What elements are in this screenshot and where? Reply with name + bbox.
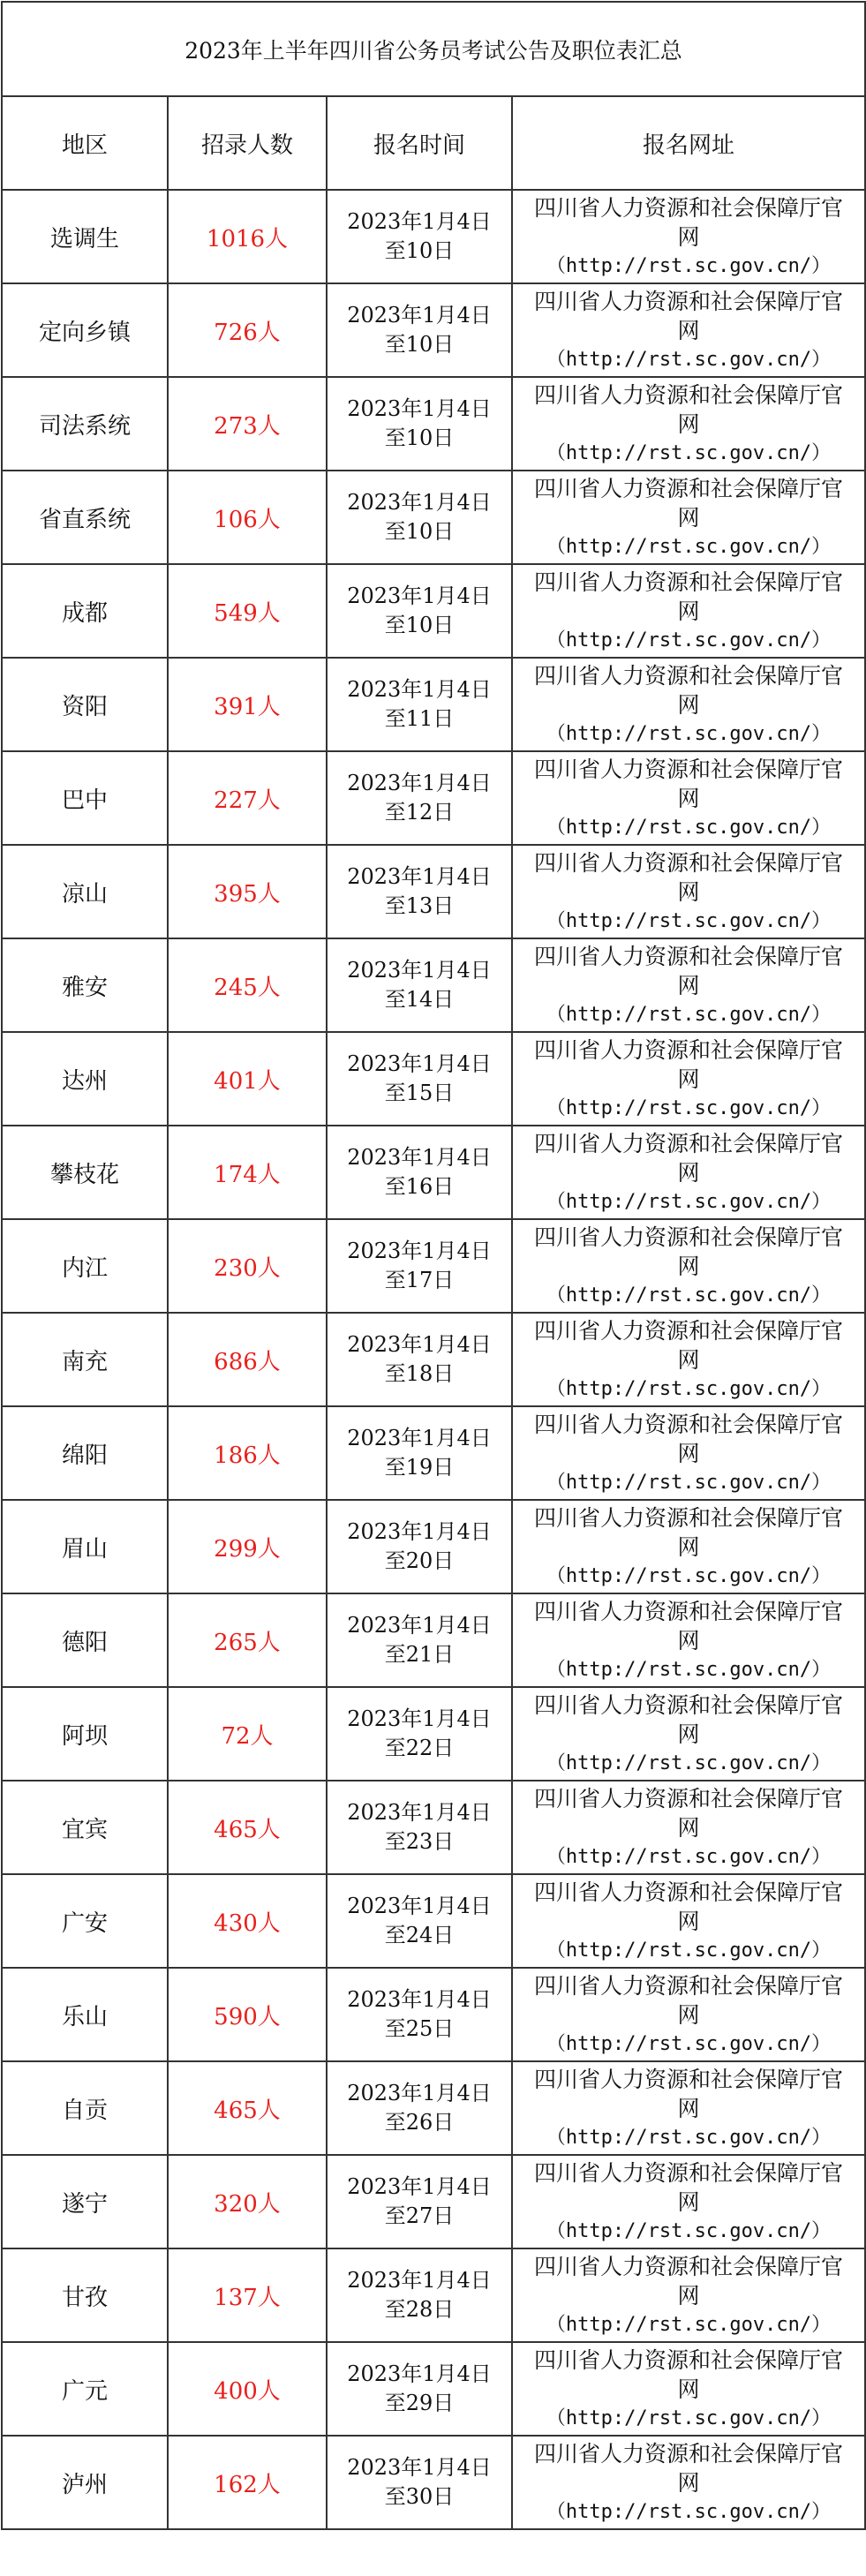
site-name-line2: 网: [677, 1440, 700, 1466]
site-name-line1: 四川省人力资源和社会保障厅官: [533, 662, 843, 689]
count-cell: 186人: [168, 1406, 327, 1500]
site-name-line2: 网: [677, 223, 700, 250]
period-cell: [327, 1313, 512, 1406]
period-cell: [327, 751, 512, 845]
site-name-line1: 四川省人力资源和社会保障厅官: [533, 1504, 843, 1531]
period-cell: [327, 377, 512, 471]
header-site: 报名网址: [512, 96, 865, 190]
site-cell: [512, 283, 865, 377]
period-end: 至18日: [384, 1361, 455, 1386]
site-name-line1: 四川省人力资源和社会保障厅官: [533, 2440, 843, 2467]
period-cell: [327, 1968, 512, 2061]
site-name-line1: 四川省人力资源和社会保障厅官: [533, 1224, 843, 1250]
period-start: 2023年1月4日: [347, 958, 492, 983]
count-cell: 174人: [168, 1126, 327, 1219]
site-cell: [512, 1406, 865, 1500]
site-name-line1: 四川省人力资源和社会保障厅官: [533, 1317, 843, 1344]
site-url-link[interactable]: （http://rst.sc.gov.cn/）: [546, 1845, 832, 1868]
site-cell: [512, 564, 865, 658]
count-cell: 227人: [168, 751, 327, 845]
site-name-line2: 网: [677, 1721, 700, 1747]
site-name-line2: 网: [677, 1346, 700, 1373]
site-cell: [512, 1781, 865, 1874]
period-cell: [327, 471, 512, 564]
count-cell: 590人: [168, 1968, 327, 2061]
site-url-link[interactable]: （http://rst.sc.gov.cn/）: [546, 1471, 832, 1494]
site-name-line2: 网: [677, 2469, 700, 2496]
site-name-line2: 网: [677, 878, 700, 905]
period-start: 2023年1月4日: [347, 1519, 492, 1544]
region-cell: 绵阳: [2, 1406, 168, 1500]
period-cell: [327, 283, 512, 377]
count-cell: 391人: [168, 658, 327, 751]
site-name-line2: 网: [677, 785, 700, 811]
site-cell: [512, 1593, 865, 1687]
period-start: 2023年1月4日: [347, 1613, 492, 1638]
period-cell: [327, 564, 512, 658]
period-cell: [327, 2061, 512, 2155]
site-cell: [512, 2342, 865, 2436]
table-row: [2, 2436, 865, 2529]
table-row: [2, 283, 865, 377]
period-end: 至13日: [384, 893, 455, 918]
site-cell: [512, 1313, 865, 1406]
region-cell: 乐山: [2, 1968, 168, 2061]
period-cell: [327, 1593, 512, 1687]
period-start: 2023年1月4日: [347, 677, 492, 702]
period-end: 至20日: [384, 1548, 455, 1573]
site-cell: [512, 190, 865, 283]
site-url-link[interactable]: （http://rst.sc.gov.cn/）: [546, 1377, 832, 1400]
region-cell: 广安: [2, 1874, 168, 1968]
region-cell: 自贡: [2, 2061, 168, 2155]
period-end: 至28日: [384, 2297, 455, 2322]
site-name-line1: 四川省人力资源和社会保障厅官: [533, 1972, 843, 1999]
period-cell: [327, 1874, 512, 1968]
site-name-line1: 四川省人力资源和社会保障厅官: [533, 1598, 843, 1624]
count-cell: 465人: [168, 1781, 327, 1874]
region-cell: 凉山: [2, 845, 168, 938]
site-url-link[interactable]: （http://rst.sc.gov.cn/）: [546, 1939, 832, 1962]
site-cell: [512, 2061, 865, 2155]
period-cell: [327, 1500, 512, 1593]
table-row: [2, 1687, 865, 1781]
period-cell: [327, 1781, 512, 1874]
site-url-link[interactable]: （http://rst.sc.gov.cn/）: [546, 535, 832, 558]
region-cell: 巴中: [2, 751, 168, 845]
table-row: [2, 2155, 865, 2248]
site-name-line1: 四川省人力资源和社会保障厅官: [533, 1785, 843, 1811]
site-name-line1: 四川省人力资源和社会保障厅官: [533, 569, 843, 595]
site-cell: [512, 751, 865, 845]
period-cell: [327, 1126, 512, 1219]
site-name-line2: 网: [677, 1908, 700, 1934]
period-end: 至29日: [384, 2391, 455, 2415]
period-start: 2023年1月4日: [347, 864, 492, 889]
region-cell: 成都: [2, 564, 168, 658]
table-row: [2, 658, 865, 751]
site-url-link[interactable]: （http://rst.sc.gov.cn/）: [546, 2313, 832, 2336]
site-name-line2: 网: [677, 411, 700, 437]
site-name-line2: 网: [677, 2001, 700, 2028]
period-start: 2023年1月4日: [347, 1332, 492, 1357]
table-row: [2, 1219, 865, 1313]
table-row: [2, 564, 865, 658]
count-cell: 72人: [168, 1687, 327, 1781]
table-row: [2, 751, 865, 845]
count-cell: 430人: [168, 1874, 327, 1968]
region-cell: 攀枝花: [2, 1126, 168, 1219]
site-name-line2: 网: [677, 2188, 700, 2215]
site-name-line1: 四川省人力资源和社会保障厅官: [533, 2346, 843, 2373]
site-cell: [512, 1126, 865, 1219]
site-url-link[interactable]: （http://rst.sc.gov.cn/）: [546, 254, 832, 277]
table-row: [2, 1032, 865, 1126]
site-cell: [512, 2248, 865, 2342]
period-end: 至10日: [384, 519, 455, 544]
site-url-link[interactable]: （http://rst.sc.gov.cn/）: [546, 2407, 832, 2429]
period-start: 2023年1月4日: [347, 2174, 492, 2199]
site-name-line2: 网: [677, 691, 700, 718]
region-cell: 宜宾: [2, 1781, 168, 1874]
period-cell: [327, 1032, 512, 1126]
site-name-line1: 四川省人力资源和社会保障厅官: [533, 756, 843, 782]
period-start: 2023年1月4日: [347, 1987, 492, 2012]
site-url-link[interactable]: （http://rst.sc.gov.cn/）: [546, 1564, 832, 1587]
region-cell: 雅安: [2, 938, 168, 1032]
period-cell: [327, 1687, 512, 1781]
period-end: 至22日: [384, 1736, 455, 1760]
site-name-line1: 四川省人力资源和社会保障厅官: [533, 1036, 843, 1063]
site-name-line1: 四川省人力资源和社会保障厅官: [533, 288, 843, 314]
header-count: 招录人数: [168, 96, 327, 190]
count-cell: 465人: [168, 2061, 327, 2155]
site-cell: [512, 658, 865, 751]
site-name-line1: 四川省人力资源和社会保障厅官: [533, 1411, 843, 1437]
site-name-line2: 网: [677, 598, 700, 624]
site-name-line2: 网: [677, 317, 700, 343]
table-row: [2, 2248, 865, 2342]
count-cell: 400人: [168, 2342, 327, 2436]
site-name-line2: 网: [677, 2376, 700, 2402]
site-cell: [512, 1968, 865, 2061]
site-name-line1: 四川省人力资源和社会保障厅官: [533, 2253, 843, 2279]
title-row: [2, 2, 865, 96]
site-cell: [512, 938, 865, 1032]
site-name-line1: 四川省人力资源和社会保障厅官: [533, 2066, 843, 2092]
period-cell: [327, 845, 512, 938]
period-cell: [327, 2155, 512, 2248]
site-url-link[interactable]: （http://rst.sc.gov.cn/）: [546, 1284, 832, 1307]
period-start: 2023年1月4日: [347, 1051, 492, 1076]
header-period: 报名时间: [327, 96, 512, 190]
period-start: 2023年1月4日: [347, 396, 492, 421]
site-url-link[interactable]: （http://rst.sc.gov.cn/）: [546, 722, 832, 745]
site-url-link[interactable]: （http://rst.sc.gov.cn/）: [546, 441, 832, 464]
period-start: 2023年1月4日: [347, 490, 492, 515]
period-start: 2023年1月4日: [347, 1894, 492, 1918]
period-cell: [327, 1219, 512, 1313]
site-cell: [512, 1874, 865, 1968]
table-row: [2, 1593, 865, 1687]
table-row: [2, 1126, 865, 1219]
site-cell: [512, 1500, 865, 1593]
site-url-link[interactable]: （http://rst.sc.gov.cn/）: [546, 909, 832, 932]
period-end: 至15日: [384, 1081, 455, 1105]
exam-summary-table: [1, 1, 866, 2530]
period-end: 至24日: [384, 1923, 455, 1947]
site-url-link[interactable]: （http://rst.sc.gov.cn/）: [546, 1096, 832, 1119]
table-row: [2, 1874, 865, 1968]
region-cell: 遂宁: [2, 2155, 168, 2248]
period-end: 至27日: [384, 2203, 455, 2228]
site-url-link[interactable]: （http://rst.sc.gov.cn/）: [546, 1658, 832, 1681]
table-row: [2, 377, 865, 471]
table-row: [2, 1313, 865, 1406]
period-end: 至26日: [384, 2110, 455, 2135]
region-cell: 泸州: [2, 2436, 168, 2529]
table-row: [2, 1968, 865, 2061]
region-cell: 眉山: [2, 1500, 168, 1593]
count-cell: 106人: [168, 471, 327, 564]
period-cell: [327, 1406, 512, 1500]
site-url-link[interactable]: （http://rst.sc.gov.cn/）: [546, 1003, 832, 1026]
count-cell: 401人: [168, 1032, 327, 1126]
region-cell: 司法系统: [2, 377, 168, 471]
site-url-link[interactable]: （http://rst.sc.gov.cn/）: [546, 2219, 832, 2242]
region-cell: 省直系统: [2, 471, 168, 564]
count-cell: 549人: [168, 564, 327, 658]
table-title: 2023年上半年四川省公务员考试公告及职位表汇总: [2, 2, 865, 96]
site-name-line2: 网: [677, 504, 700, 531]
site-name-line2: 网: [677, 1159, 700, 1186]
period-start: 2023年1月4日: [347, 1800, 492, 1825]
site-url-link[interactable]: （http://rst.sc.gov.cn/）: [546, 1751, 832, 1774]
count-cell: 137人: [168, 2248, 327, 2342]
period-end: 至21日: [384, 1642, 455, 1667]
period-start: 2023年1月4日: [347, 303, 492, 328]
site-name-line1: 四川省人力资源和社会保障厅官: [533, 475, 843, 501]
count-cell: 265人: [168, 1593, 327, 1687]
period-start: 2023年1月4日: [347, 1426, 492, 1450]
period-cell: [327, 2436, 512, 2529]
period-cell: [327, 2248, 512, 2342]
site-name-line1: 四川省人力资源和社会保障厅官: [533, 849, 843, 876]
count-cell: 162人: [168, 2436, 327, 2529]
site-cell: [512, 845, 865, 938]
period-start: 2023年1月4日: [347, 1706, 492, 1731]
site-url-link[interactable]: （http://rst.sc.gov.cn/）: [546, 2500, 832, 2523]
site-name-line1: 四川省人力资源和社会保障厅官: [533, 1691, 843, 1718]
period-start: 2023年1月4日: [347, 584, 492, 608]
site-name-line2: 网: [677, 1533, 700, 1560]
table-row: [2, 471, 865, 564]
site-url-link[interactable]: （http://rst.sc.gov.cn/）: [546, 629, 832, 652]
region-cell: 德阳: [2, 1593, 168, 1687]
period-start: 2023年1月4日: [347, 2081, 492, 2105]
count-cell: 299人: [168, 1500, 327, 1593]
site-name-line1: 四川省人力资源和社会保障厅官: [533, 381, 843, 408]
site-url-link[interactable]: （http://rst.sc.gov.cn/）: [546, 2126, 832, 2149]
region-cell: 甘孜: [2, 2248, 168, 2342]
count-cell: 726人: [168, 283, 327, 377]
period-cell: [327, 2342, 512, 2436]
table-row: [2, 938, 865, 1032]
count-cell: 320人: [168, 2155, 327, 2248]
site-url-link[interactable]: （http://rst.sc.gov.cn/）: [546, 1190, 832, 1213]
site-name-line1: 四川省人力资源和社会保障厅官: [533, 943, 843, 969]
region-cell: 达州: [2, 1032, 168, 1126]
site-url-link[interactable]: （http://rst.sc.gov.cn/）: [546, 2032, 832, 2055]
period-start: 2023年1月4日: [347, 1239, 492, 1263]
count-cell: 230人: [168, 1219, 327, 1313]
table-row: [2, 845, 865, 938]
period-start: 2023年1月4日: [347, 2268, 492, 2293]
period-end: 至11日: [384, 706, 455, 731]
table-row: [2, 1500, 865, 1593]
period-end: 至10日: [384, 238, 455, 263]
site-cell: [512, 1687, 865, 1781]
period-end: 至10日: [384, 426, 455, 450]
period-end: 至17日: [384, 1268, 455, 1292]
site-cell: [512, 2155, 865, 2248]
period-end: 至16日: [384, 1174, 455, 1199]
count-cell: 1016人: [168, 190, 327, 283]
count-cell: 395人: [168, 845, 327, 938]
period-cell: [327, 190, 512, 283]
site-name-line2: 网: [677, 1627, 700, 1653]
site-url-link[interactable]: （http://rst.sc.gov.cn/）: [546, 816, 832, 839]
site-cell: [512, 471, 865, 564]
period-end: 至19日: [384, 1455, 455, 1480]
period-end: 至10日: [384, 613, 455, 637]
table-row: [2, 2061, 865, 2155]
count-cell: 686人: [168, 1313, 327, 1406]
region-cell: 选调生: [2, 190, 168, 283]
site-name-line1: 四川省人力资源和社会保障厅官: [533, 194, 843, 221]
period-start: 2023年1月4日: [347, 2455, 492, 2480]
region-cell: 广元: [2, 2342, 168, 2436]
site-name-line2: 网: [677, 1066, 700, 1092]
period-cell: [327, 658, 512, 751]
period-start: 2023年1月4日: [347, 771, 492, 795]
region-cell: 资阳: [2, 658, 168, 751]
header-region: 地区: [2, 96, 168, 190]
table-row: [2, 1781, 865, 1874]
header-row: [2, 96, 865, 190]
count-cell: 245人: [168, 938, 327, 1032]
site-cell: [512, 2436, 865, 2529]
site-cell: [512, 1219, 865, 1313]
period-end: 至14日: [384, 987, 455, 1012]
site-name-line2: 网: [677, 1814, 700, 1841]
table-row: [2, 1406, 865, 1500]
site-name-line2: 网: [677, 1253, 700, 1279]
period-cell: [327, 938, 512, 1032]
region-cell: 内江: [2, 1219, 168, 1313]
period-end: 至12日: [384, 800, 455, 825]
period-end: 至10日: [384, 332, 455, 357]
period-end: 至30日: [384, 2484, 455, 2509]
period-end: 至25日: [384, 2016, 455, 2041]
table-row: [2, 2342, 865, 2436]
table-row: [2, 190, 865, 283]
site-cell: [512, 1032, 865, 1126]
site-name-line2: 网: [677, 2095, 700, 2121]
period-start: 2023年1月4日: [347, 1145, 492, 1170]
count-cell: 273人: [168, 377, 327, 471]
period-start: 2023年1月4日: [347, 209, 492, 234]
site-name-line1: 四川省人力资源和社会保障厅官: [533, 1130, 843, 1156]
site-url-link[interactable]: （http://rst.sc.gov.cn/）: [546, 348, 832, 371]
site-name-line1: 四川省人力资源和社会保障厅官: [533, 1879, 843, 1905]
site-cell: [512, 377, 865, 471]
site-name-line1: 四川省人力资源和社会保障厅官: [533, 2159, 843, 2186]
period-end: 至23日: [384, 1829, 455, 1854]
site-name-line2: 网: [677, 2282, 700, 2309]
region-cell: 阿坝: [2, 1687, 168, 1781]
region-cell: 南充: [2, 1313, 168, 1406]
period-start: 2023年1月4日: [347, 2361, 492, 2386]
region-cell: 定向乡镇: [2, 283, 168, 377]
site-name-line2: 网: [677, 972, 700, 998]
